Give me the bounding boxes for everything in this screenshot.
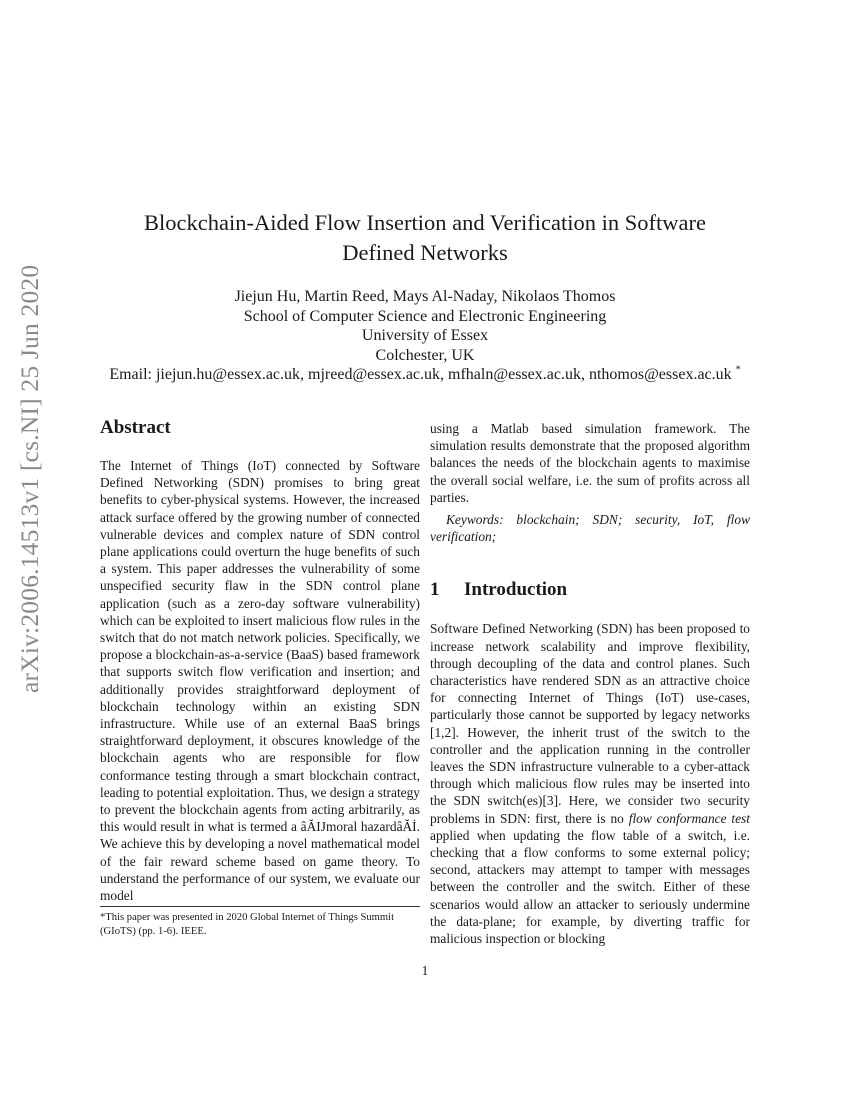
left-column — [100, 416, 420, 904]
footnote — [100, 906, 420, 938]
paper-title-line-2: Defined Networks — [342, 240, 508, 265]
introduction-emphasis: flow conformance test — [628, 810, 750, 826]
footnote-text: *This paper was presented in 2020 Global Internet of Things Summit (GIoTS) (pp. 1-6). IEEE. — [100, 912, 395, 937]
footnote-rule — [100, 906, 228, 907]
abstract-continuation: using a Matlab based simulation framework. The simulation results demonstrate that the proposed algorithm balances the needs of the blockchain agents to maximise the overall social welfare, i.e. the sum of profits across all parties. — [430, 421, 750, 505]
author-block — [80, 287, 770, 385]
abstract-text: The Internet of Things (IoT) connected by Software Defined Networking (SDN) promises to bring great benefits to cyber-physical systems. However, the increased attack surface offered by the growing number of connected vulnerable devices and complex nature of SDN control plane applications could overturn the huge benefits of such a system. This paper addresses the vulnerability of some unspecified security flaw in the SDN control plane application (such as a zero-day software vulnerability) which can be exploited to insert malicious flow rules in the switch that do not match network policies. Specifically, we propose a blockchain-as-a-service (BaaS) based framework that supports switch flow verification and insertion; and additionally provides straightforward deployment of blockchain technology within an existing SDN infrastructure. While use of an external BaaS brings straightforward deployment, it obscures knowledge of the blockchain agents who are responsible for flow conformance testing through a smart blockchain contract, leading to potential exploitation. Thus, we design a strategy to prevent the blockchain agents from acting arbitrarily, as this would result in what is termed a âĂIJmoral hazardâĂİ. We achieve this by developing a novel mathematical model of the fair reward scheme based on game theory. To understand the performance of our system, we evaluate our model — [100, 458, 420, 904]
footnote-marker: * — [735, 365, 741, 377]
page-number: 1 — [421, 963, 429, 978]
keywords-text: Keywords: blockchain; SDN; security, IoT, flow verification; — [430, 512, 750, 545]
email-list: Email: jiejun.hu@essex.ac.uk, mjreed@essex.ac.uk, mfhaln@essex.ac.uk, nthomos@essex.ac.uk — [109, 366, 732, 384]
paper-title — [100, 208, 750, 268]
introduction-heading — [430, 578, 750, 602]
abstract-heading: Abstract — [100, 417, 171, 438]
affiliation-city: Colchester, UK — [375, 346, 475, 364]
keywords — [430, 511, 750, 545]
introduction-text-part-1: Software Defined Networking (SDN) has been proposed to increase network scalability and improve flexibility, through decoupling of the data and control planes. Such characteristics have rendered SDN as an attractive choice for connecting Internet of Things (IoT) use-cases, particularly those cannot be supported by legacy networks [1,2]. However, the inherit trust of the switch to the controller and the application running in the controller leaves the SDN infrastructure vulnerable to a cyber-attack through which malicious flow rules may be inserted into the SDN switch(es)[3]. Here, we consider two security problems in SDN: first, there is no — [430, 621, 750, 826]
section-title: Introduction — [464, 579, 568, 601]
section-number: 1 — [430, 579, 440, 601]
affiliation-school: School of Computer Science and Electronic Engineering — [243, 307, 607, 325]
introduction-text-part-2: applied when updating the flow table of a switch, i.e. checking that a flow conforms to some external policy; second, attackers may attempt to tamper with messages between the controller and the switch. Either of these scenarios would allow an attacker to seriously undermine the data-plane; for example, by diverting traffic for malicious inspection or blocking — [430, 827, 750, 947]
author-emails — [80, 365, 770, 385]
affiliation-university: University of Essex — [361, 327, 489, 345]
paper-title-line-1: Blockchain-Aided Flow Insertion and Verification in Software — [144, 210, 706, 235]
introduction-text — [430, 620, 750, 947]
author-names: Jiejun Hu, Martin Reed, Mays Al-Naday, Nikolaos Thomos — [234, 288, 616, 305]
arxiv-identifier-text: arXiv:2006.14513v1 [cs.NI] 25 Jun 2020 — [15, 264, 44, 693]
right-column — [430, 420, 750, 947]
